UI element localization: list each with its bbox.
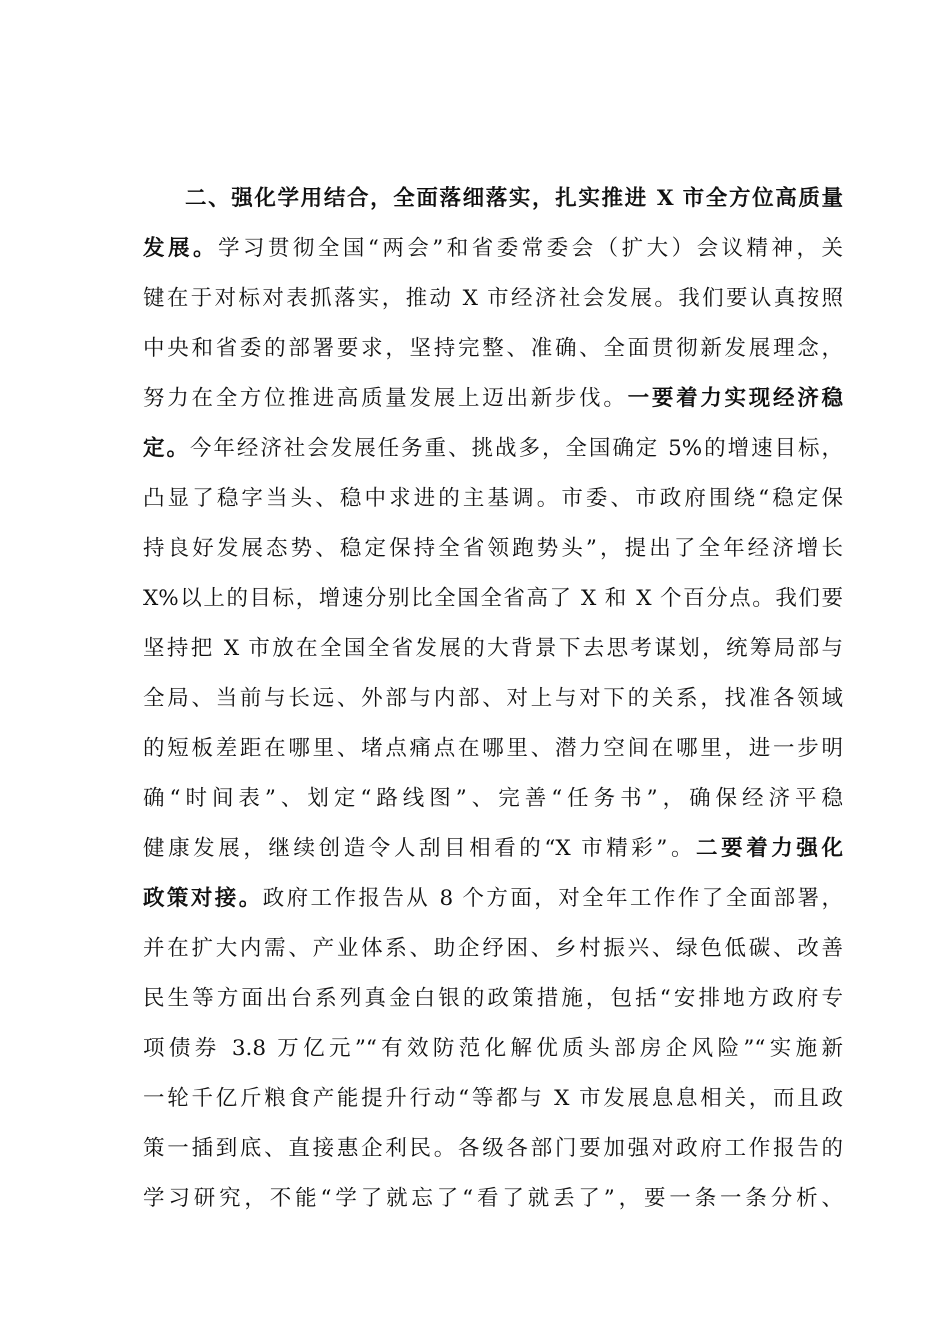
paragraph-line [143,1024,843,1074]
heading-tail: 发展。 [143,236,218,261]
paragraph-text: 今年经济社会发展任务重、挑战多，全国确定 5%的增速目标， [189,436,843,461]
paragraph-text: 努力在全方位推进高质量发展上迈出新步伐。 [143,386,628,411]
subheading-two: 二要着力强化 [696,836,843,861]
paragraph-text: 一轮千亿斤粮食产能提升行动“等都与 X 市发展息息相关，而且政 [143,1086,843,1111]
paragraph-line [143,1124,843,1174]
paragraph-line [143,1174,843,1224]
paragraph-text: 项债券 3.8 万亿元”“有效防范化解优质头部房企风险”“实施新 [143,1036,843,1061]
paragraph-line [143,874,843,924]
paragraph-text: 凸显了稳字当头、稳中求进的主基调。市委、市政府围绕“稳定保 [143,486,843,511]
paragraph-line [143,274,843,324]
subheading-two-tail: 政策对接。 [143,886,263,911]
paragraph-line [143,1074,843,1124]
paragraph-text: 全局、当前与长远、外部与内部、对上与对下的关系，找准各领域 [143,686,843,711]
section-heading-line [143,174,843,224]
paragraph-line [143,474,843,524]
paragraph-text: 政府工作报告从 8 个方面，对全年工作作了全面部署， [262,886,843,911]
paragraph-text: 并在扩大内需、产业体系、助企纾困、乡村振兴、绿色低碳、改善 [143,936,843,961]
paragraph-line [143,524,843,574]
paragraph-line [143,574,843,624]
paragraph-line [143,224,843,274]
paragraph-text: 键在于对标对表抓落实，推动 X 市经济社会发展。我们要认真按照 [143,286,843,311]
paragraph-line [143,974,843,1024]
paragraph-text: 策一插到底、直接惠企利民。各级各部门要加强对政府工作报告的 [143,1136,843,1161]
subheading-one: 一要着力实现经济稳 [627,386,843,411]
paragraph-line [143,824,843,874]
paragraph-text: 学习研究，不能“学了就忘了“看了就丢了”，要一条一条分析、 [143,1186,843,1211]
paragraph-text: 的短板差距在哪里、堵点痛点在哪里、潜力空间在哪里，进一步明 [143,736,843,761]
paragraph-line [143,374,843,424]
section-heading: 二、强化学用结合，全面落细落实，扎实推进 X 市全方位高质量 [185,186,843,211]
paragraph-text: 健康发展，继续创造令人刮目相看的“X 市精彩”。 [143,836,697,861]
paragraph-text: 确“时间表”、划定“路线图”、完善“任务书”，确保经济平稳 [143,786,843,811]
paragraph-text: X%以上的目标，增速分别比全国全省高了 X 和 X 个百分点。我们要 [143,586,843,611]
paragraph-line [143,624,843,674]
subheading-one-tail: 定。 [143,436,190,461]
paragraph-line [143,774,843,824]
body-text [143,174,843,1224]
paragraph-line [143,924,843,974]
paragraph-text: 学习贯彻全国“两会”和省委常委会（扩大）会议精神，关 [217,236,843,261]
paragraph-line [143,724,843,774]
paragraph-text: 民生等方面出台系列真金白银的政策措施，包括“安排地方政府专 [143,986,843,1011]
paragraph-line [143,674,843,724]
paragraph-line [143,324,843,374]
paragraph-text: 坚持把 X 市放在全国全省发展的大背景下去思考谋划，统筹局部与 [143,636,843,661]
paragraph-text: 中央和省委的部署要求，坚持完整、准确、全面贯彻新发展理念， [143,336,843,361]
paragraph-text: 持良好发展态势、稳定保持全省领跑势头”，提出了全年经济增长 [143,536,843,561]
paragraph-line [143,424,843,474]
